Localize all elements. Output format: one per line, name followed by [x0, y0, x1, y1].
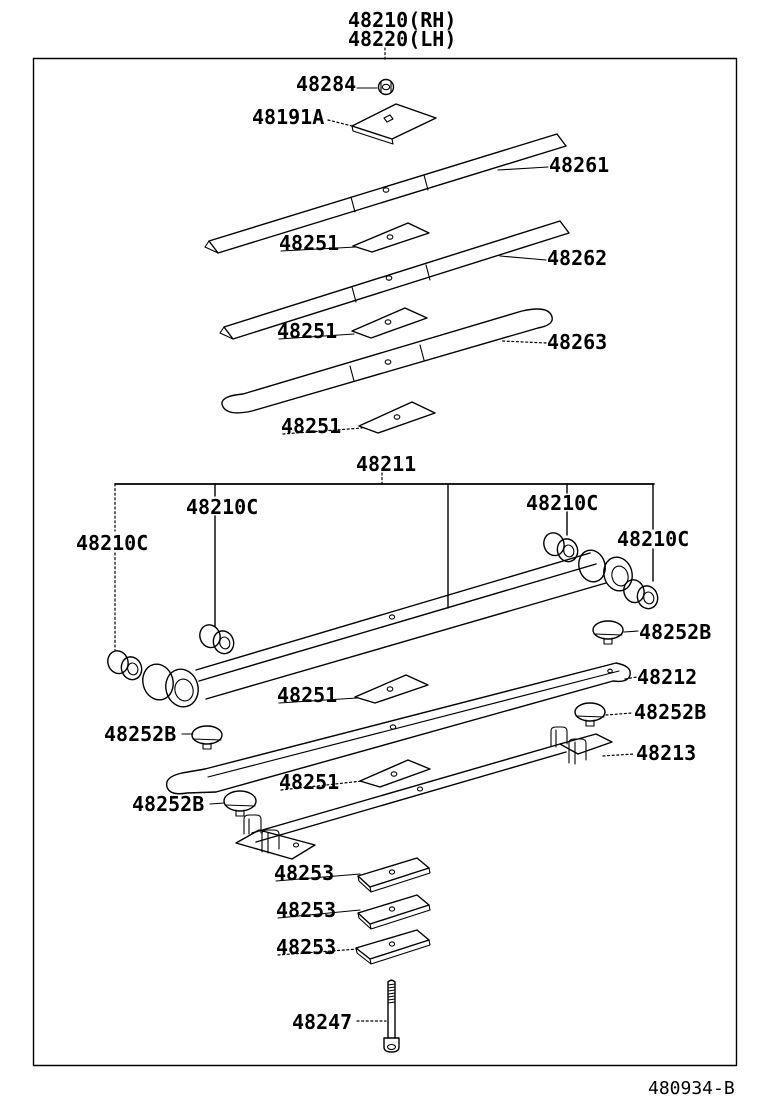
- leader-48252b-4: [210, 803, 224, 804]
- leader-48263: [502, 341, 546, 343]
- part-label-48210c-2: 48210C: [186, 495, 259, 519]
- part-48251-plate-3: [359, 402, 435, 433]
- part-48252b-cap-left-upper: [192, 726, 222, 749]
- part-48252b-cap-right-upper: [593, 621, 623, 644]
- part-label-48252b-3: 48252B: [634, 700, 707, 724]
- part-48251-plate-4: [355, 675, 428, 703]
- part-label-48252b-2: 48252B: [104, 722, 177, 746]
- diagram-code-label: 480934-B: [648, 1078, 735, 1099]
- part-label-48251-2: 48251: [277, 319, 338, 343]
- part-label-48251-4: 48251: [277, 683, 338, 707]
- title-label-rh: 48210(RH): [348, 8, 457, 32]
- part-label-48210c-3: 48210C: [526, 491, 599, 515]
- part-48247-center-bolt: [384, 980, 399, 1052]
- part-labels: [76, 8, 735, 1099]
- leader-48252b-1: [624, 631, 638, 632]
- part-label-48252b-4: 48252B: [132, 792, 205, 816]
- part-label-48284: 48284: [296, 72, 357, 96]
- part-label-48251-5: 48251: [279, 770, 340, 794]
- part-48262-leaf-spring-no2: [220, 221, 569, 339]
- leader-48212: [625, 677, 637, 679]
- part-label-48213: 48213: [636, 741, 697, 765]
- part-label-48262: 48262: [547, 246, 608, 270]
- part-label-48263: 48263: [547, 330, 608, 354]
- leader-48252b-3: [606, 713, 632, 715]
- part-label-48261: 48261: [549, 153, 610, 177]
- part-label-48247: 48247: [292, 1010, 353, 1034]
- part-48210c-bushing-left-outer: [105, 645, 145, 686]
- part-label-48191a: 48191A: [252, 105, 325, 129]
- part-label-48211: 48211: [356, 452, 417, 476]
- leader-48213: [603, 754, 634, 756]
- part-label-48212: 48212: [637, 665, 698, 689]
- part-label-48253-2: 48253: [276, 898, 337, 922]
- part-label-48251-1: 48251: [279, 231, 340, 255]
- part-48191a-plate: [352, 104, 436, 144]
- leader-48261: [498, 167, 548, 170]
- part-48251-plate-2: [352, 308, 427, 338]
- part-label-48253-1: 48253: [274, 861, 335, 885]
- part-label-48252b-1: 48252B: [639, 620, 712, 644]
- part-48252b-cap-right-lower: [575, 703, 605, 726]
- part-48284-nut: [379, 80, 394, 95]
- part-label-48253-3: 48253: [276, 935, 337, 959]
- part-label-48210c-1: 48210C: [76, 531, 149, 555]
- part-48210c-bushing-right-outer: [621, 574, 661, 615]
- diagram-border-frame: [34, 59, 737, 1066]
- part-48253-plate-2: [358, 895, 430, 929]
- part-48251-plate-1: [353, 223, 429, 252]
- part-48253-plate-1: [358, 858, 430, 892]
- part-48210c-bushing-left-inner: [197, 619, 237, 660]
- title-label-lh: 48220(LH): [348, 27, 457, 51]
- part-48212-leaf-spring: [167, 663, 631, 794]
- part-label-48251-3: 48251: [281, 414, 342, 438]
- part-label-48210c-4: 48210C: [617, 527, 690, 551]
- leader-48262: [500, 256, 546, 260]
- leader-48191a: [328, 120, 352, 126]
- part-48253-plate-3: [356, 930, 430, 964]
- part-48261-leaf-spring-no1: [205, 134, 566, 253]
- part-48252b-cap-left-lower: [224, 791, 256, 816]
- part-48251-plate-5: [360, 760, 430, 787]
